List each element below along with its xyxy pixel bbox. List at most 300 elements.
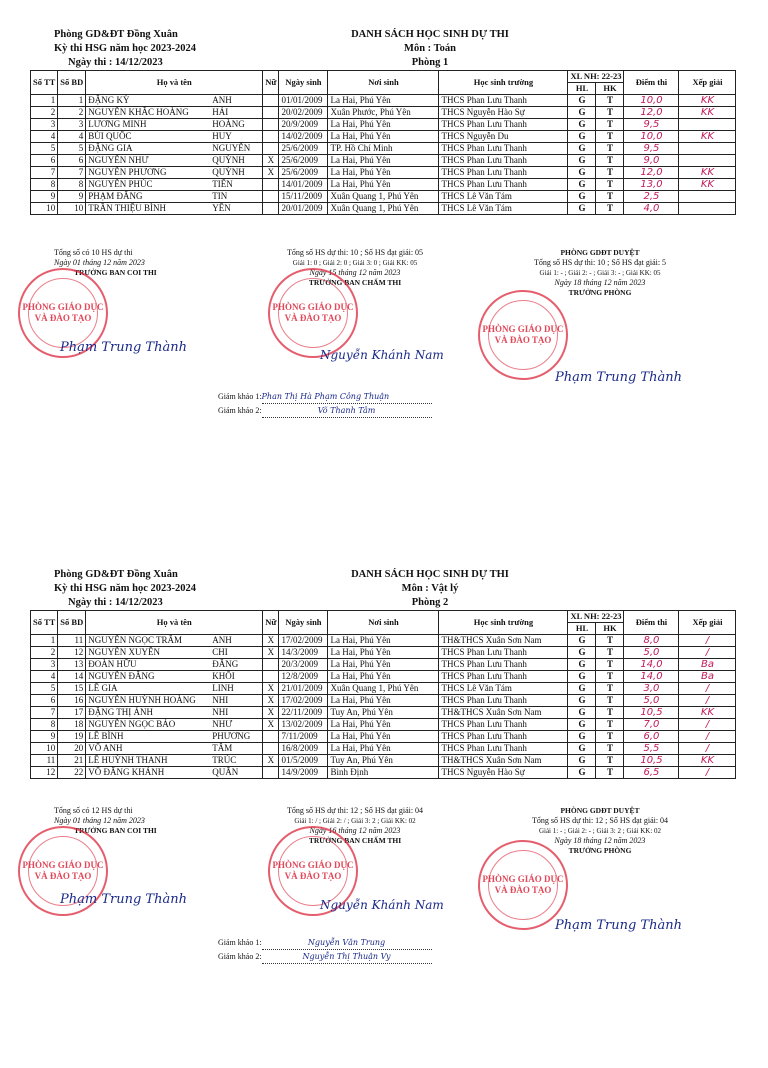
row-hl: G <box>568 731 596 743</box>
row-hl: G <box>568 767 596 779</box>
row-dob: 14/01/2009 <box>279 179 328 191</box>
row-surname: NGUYỄN NGỌC BẢO <box>86 719 211 731</box>
row-score: 6,5 <box>624 767 679 779</box>
row-female-mark: X <box>263 755 279 767</box>
row-hk: T <box>596 95 624 107</box>
row-score: 12,0 <box>624 167 679 179</box>
row-surname: PHẠM ĐĂNG <box>86 191 211 203</box>
row-pob: La Hai, Phú Yên <box>328 695 439 707</box>
row-female-mark <box>263 203 279 215</box>
subject: Môn : Toán <box>404 43 456 54</box>
row-award <box>679 191 736 203</box>
col-hl: HL <box>568 623 596 635</box>
row-given-name: HUY <box>210 131 263 143</box>
row-female-mark: X <box>263 167 279 179</box>
row-dob: 14/9/2009 <box>279 767 328 779</box>
row-score: 12,0 <box>624 107 679 119</box>
row-pob: TP. Hồ Chí Minh <box>328 143 439 155</box>
row-hl: G <box>568 143 596 155</box>
row-hl: G <box>568 635 596 647</box>
table-row <box>31 683 736 695</box>
org-name: Phòng GD&ĐT Đồng Xuân <box>54 569 178 580</box>
row-sbd: 13 <box>58 659 86 671</box>
col-sbd: Số BD <box>58 611 86 635</box>
header-left <box>54 28 196 70</box>
row-female-mark: X <box>263 695 279 707</box>
right-role: TRƯỞNG PHÒNG <box>568 288 632 297</box>
row-school: THCS Phan Lưu Thanh <box>439 671 568 683</box>
header-center <box>330 568 530 610</box>
row-surname: VÕ ANH <box>86 743 211 755</box>
header-left <box>54 568 196 610</box>
row-dob: 20/3/2009 <box>279 659 328 671</box>
row-score: 10,0 <box>624 95 679 107</box>
row-given-name: TIẾN <box>210 179 263 191</box>
col-award: Xếp giải <box>679 71 736 95</box>
row-given-name: PHƯƠNG <box>210 731 263 743</box>
row-given-name: NGUYỄN <box>210 143 263 155</box>
row-stt: 7 <box>31 707 58 719</box>
row-pob: Bình Định <box>328 767 439 779</box>
row-dob: 01/5/2009 <box>279 755 328 767</box>
row-dob: 25/6/2009 <box>279 167 328 179</box>
right-awards: Giải 1: - ; Giải 2: - ; Giải 3: 2 ; Giải KK: 02 <box>538 827 662 835</box>
row-award: / <box>679 743 736 755</box>
row-award <box>679 119 736 131</box>
row-sbd: 22 <box>58 767 86 779</box>
table-row <box>31 107 736 119</box>
row-stt: 4 <box>31 131 58 143</box>
row-surname: ĐẶNG THỊ ÁNH <box>86 707 211 719</box>
row-dob: 21/01/2009 <box>279 683 328 695</box>
row-given-name: QUỲNH <box>210 167 263 179</box>
row-school: THCS Phan Lưu Thanh <box>439 731 568 743</box>
row-pob: Tuy An, Phú Yên <box>328 707 439 719</box>
row-pob: La Hai, Phú Yên <box>328 167 439 179</box>
row-hk: T <box>596 755 624 767</box>
row-surname: NGUYỄN NGỌC TRÂM <box>86 635 211 647</box>
row-sbd: 9 <box>58 191 86 203</box>
row-surname: LÊ BÌNH <box>86 731 211 743</box>
mid-role: TRƯỞNG BAN CHẤM THI <box>308 836 402 845</box>
row-stt: 11 <box>31 755 58 767</box>
row-sbd: 17 <box>58 707 86 719</box>
signature-middle: Nguyễn Khánh Nam <box>320 898 444 912</box>
row-female-mark <box>263 107 279 119</box>
row-award: KK <box>679 179 736 191</box>
examiner-1-label: Giám khảo 1: <box>218 938 262 947</box>
row-hl: G <box>568 191 596 203</box>
table-row <box>31 755 736 767</box>
row-award: Ba <box>679 659 736 671</box>
row-surname: ĐẶNG GIA <box>86 143 211 155</box>
row-dob: 17/02/2009 <box>279 695 328 707</box>
row-award: / <box>679 683 736 695</box>
row-hl: G <box>568 155 596 167</box>
row-female-mark <box>263 119 279 131</box>
stamp-text: PHÒNG GIÁO DỤC VÀ ĐÀO TẠO <box>272 302 354 323</box>
table-row <box>31 659 736 671</box>
col-school: Học sinh trường <box>439 71 568 95</box>
examiner-lines <box>218 390 432 418</box>
row-school: TH&THCS Xuân Sơn Nam <box>439 635 568 647</box>
row-female-mark: X <box>263 719 279 731</box>
col-nu: Nữ <box>263 71 279 95</box>
row-school: THCS Nguyễn Hào Sự <box>439 767 568 779</box>
row-school: THCS Phan Lưu Thanh <box>439 155 568 167</box>
examiner-1-signature: Nguyễn Văn Trung <box>262 936 432 950</box>
exam-name: Kỳ thi HSG năm học 2023-2024 <box>54 43 197 54</box>
col-dob: Ngày sinh <box>279 611 328 635</box>
row-female-mark: X <box>263 707 279 719</box>
row-award <box>679 203 736 215</box>
row-sbd: 12 <box>58 647 86 659</box>
mid-awards: Giải 1: / ; Giải 2: / ; Giải 3: 2 ; Giải KK: 02 <box>294 817 416 825</box>
right-date: Ngày 18 tháng 12 năm 2023 <box>554 836 646 845</box>
row-award: KK <box>679 95 736 107</box>
col-school: Học sinh trường <box>439 611 568 635</box>
row-hk: T <box>596 683 624 695</box>
row-stt: 2 <box>31 647 58 659</box>
table-row <box>31 719 736 731</box>
row-given-name: LINH <box>210 683 263 695</box>
col-sbd: Số BD <box>58 71 86 95</box>
row-score: 5,5 <box>624 743 679 755</box>
row-dob: 25/6/2009 <box>279 155 328 167</box>
row-school: THCS Phan Lưu Thanh <box>439 695 568 707</box>
row-given-name: TÂM <box>210 743 263 755</box>
examiner-lines <box>218 936 432 964</box>
row-stt: 10 <box>31 743 58 755</box>
row-pob: La Hai, Phú Yên <box>328 731 439 743</box>
row-hl: G <box>568 659 596 671</box>
table-row <box>31 203 736 215</box>
signature-left: Phạm Trung Thành <box>60 340 187 355</box>
row-hl: G <box>568 107 596 119</box>
row-award: KK <box>679 707 736 719</box>
row-given-name: TRÚC <box>210 755 263 767</box>
row-hk: T <box>596 191 624 203</box>
row-female-mark: X <box>263 683 279 695</box>
row-score: 10,5 <box>624 755 679 767</box>
row-hl: G <box>568 671 596 683</box>
right-head: PHÒNG GDĐT DUYỆT <box>560 248 640 257</box>
student-table <box>30 610 736 779</box>
row-stt: 6 <box>31 695 58 707</box>
row-female-mark <box>263 95 279 107</box>
row-hk: T <box>596 767 624 779</box>
row-stt: 3 <box>31 659 58 671</box>
right-total: Tổng số HS dự thi: 10 ; Số HS đạt giải: 5 <box>533 258 667 267</box>
row-score: 13,0 <box>624 179 679 191</box>
table-row <box>31 179 736 191</box>
row-award: / <box>679 635 736 647</box>
right-total: Tổng số HS dự thi: 12 ; Số HS đạt giải: 04 <box>531 816 669 825</box>
row-hk: T <box>596 635 624 647</box>
row-dob: 22/11/2009 <box>279 707 328 719</box>
table-row <box>31 191 736 203</box>
row-hl: G <box>568 131 596 143</box>
row-award <box>679 155 736 167</box>
col-score: Điểm thi <box>624 71 679 95</box>
row-hk: T <box>596 659 624 671</box>
row-pob: La Hai, Phú Yên <box>328 659 439 671</box>
row-school: THCS Lê Văn Tám <box>439 203 568 215</box>
row-pob: Tuy An, Phú Yên <box>328 755 439 767</box>
col-hk: HK <box>596 83 624 95</box>
row-hl: G <box>568 647 596 659</box>
row-dob: 7/11/2009 <box>279 731 328 743</box>
row-dob: 01/01/2009 <box>279 95 328 107</box>
col-stt: Số TT <box>31 611 58 635</box>
row-sbd: 6 <box>58 155 86 167</box>
row-stt: 7 <box>31 167 58 179</box>
row-given-name: NHI <box>210 695 263 707</box>
row-hk: T <box>596 719 624 731</box>
row-given-name: QUỲNH <box>210 155 263 167</box>
row-award: KK <box>679 107 736 119</box>
header-center <box>330 28 530 70</box>
col-name: Họ và tên <box>86 611 263 635</box>
row-female-mark <box>263 143 279 155</box>
row-hk: T <box>596 647 624 659</box>
signature-right: Phạm Trung Thành <box>555 918 682 933</box>
row-school: THCS Phan Lưu Thanh <box>439 119 568 131</box>
row-stt: 9 <box>31 731 58 743</box>
subject: Môn : Vật lý <box>401 583 459 594</box>
row-school: THCS Phan Lưu Thanh <box>439 743 568 755</box>
row-pob: Xuân Quang 1, Phú Yên <box>328 191 439 203</box>
col-stt: Số TT <box>31 71 58 95</box>
row-female-mark: X <box>263 155 279 167</box>
row-school: THCS Phan Lưu Thanh <box>439 143 568 155</box>
row-female-mark <box>263 731 279 743</box>
row-sbd: 7 <box>58 167 86 179</box>
row-sbd: 14 <box>58 671 86 683</box>
row-pob: La Hai, Phú Yên <box>328 179 439 191</box>
examiner-2-label: Giám khảo 2: <box>218 406 262 415</box>
signature-left: Phạm Trung Thành <box>60 892 187 907</box>
row-dob: 20/01/2009 <box>279 203 328 215</box>
examiner-2-signature: Nguyễn Thị Thuận Vy <box>262 950 432 964</box>
row-hl: G <box>568 203 596 215</box>
col-hl: HL <box>568 83 596 95</box>
row-award: KK <box>679 131 736 143</box>
right-role: TRƯỞNG PHÒNG <box>568 846 632 855</box>
row-surname: NGUYỄN PHƯƠNG <box>86 167 211 179</box>
row-hk: T <box>596 131 624 143</box>
examiner-2-label: Giám khảo 2: <box>218 952 262 961</box>
row-female-mark <box>263 179 279 191</box>
exam-list-room-2 <box>0 568 768 1068</box>
row-score: 10,5 <box>624 707 679 719</box>
exam-date: Ngày thi : 14/12/2023 <box>68 597 163 608</box>
row-dob: 25/6/2009 <box>279 143 328 155</box>
row-dob: 12/8/2009 <box>279 671 328 683</box>
official-stamp <box>478 290 568 380</box>
row-hk: T <box>596 155 624 167</box>
examiner-2-signature: Võ Thanh Tâm <box>262 404 432 418</box>
row-score: 5,0 <box>624 647 679 659</box>
row-hl: G <box>568 95 596 107</box>
row-score: 10,0 <box>624 131 679 143</box>
col-pob: Nơi sinh <box>328 71 439 95</box>
count-text: Tổng số có 10 HS dự thi <box>54 248 133 257</box>
row-pob: La Hai, Phú Yên <box>328 119 439 131</box>
examiner-1-signature: Phan Thị Hà Phạm Công Thuận <box>262 390 432 404</box>
row-sbd: 16 <box>58 695 86 707</box>
row-stt: 8 <box>31 719 58 731</box>
row-pob: La Hai, Phú Yên <box>328 131 439 143</box>
row-score: 6,0 <box>624 731 679 743</box>
col-nu: Nữ <box>263 611 279 635</box>
row-given-name: HẢI <box>210 107 263 119</box>
row-given-name: KHÔI <box>210 671 263 683</box>
col-hk: HK <box>596 623 624 635</box>
row-sbd: 2 <box>58 107 86 119</box>
row-female-mark <box>263 671 279 683</box>
row-sbd: 19 <box>58 731 86 743</box>
row-surname: ĐẶNG KỲ <box>86 95 211 107</box>
signature-right: Phạm Trung Thành <box>555 370 682 385</box>
row-sbd: 8 <box>58 179 86 191</box>
row-school: TH&THCS Xuân Sơn Nam <box>439 707 568 719</box>
count-text: Tổng số có 12 HS dự thi <box>54 806 133 815</box>
examiner-1-label: Giám khảo 1: <box>218 392 262 401</box>
table-row <box>31 131 736 143</box>
row-school: THCS Phan Lưu Thanh <box>439 647 568 659</box>
doc-title: DANH SÁCH HỌC SINH DỰ THI <box>351 29 509 40</box>
room: Phòng 2 <box>411 597 449 608</box>
table-row <box>31 167 736 179</box>
row-hk: T <box>596 167 624 179</box>
row-score: 2,5 <box>624 191 679 203</box>
mid-awards: Giải 1: 0 ; Giải 2: 0 ; Giải 3: 0 ; Giải KK: 05 <box>292 259 418 267</box>
row-stt: 12 <box>31 767 58 779</box>
table-row <box>31 707 736 719</box>
row-hl: G <box>568 707 596 719</box>
row-surname: NGUYỄN XUYÊN <box>86 647 211 659</box>
row-sbd: 4 <box>58 131 86 143</box>
row-surname: NGUYỄN ĐĂNG <box>86 671 211 683</box>
row-sbd: 15 <box>58 683 86 695</box>
row-stt: 4 <box>31 671 58 683</box>
row-award: Ba <box>679 671 736 683</box>
right-head: PHÒNG GDĐT DUYỆT <box>560 806 640 815</box>
row-school: THCS Nguyễn Hào Sự <box>439 107 568 119</box>
row-school: THCS Lê Văn Tám <box>439 683 568 695</box>
row-award <box>679 143 736 155</box>
col-pob: Nơi sinh <box>328 611 439 635</box>
row-given-name: TIN <box>210 191 263 203</box>
row-hl: G <box>568 179 596 191</box>
row-surname: BÙI QUỐC <box>86 131 211 143</box>
col-award: Xếp giải <box>679 611 736 635</box>
row-score: 14,0 <box>624 671 679 683</box>
row-surname: NGUYỄN HUỲNH HOÀNG <box>86 695 211 707</box>
row-school: THCS Phan Lưu Thanh <box>439 179 568 191</box>
row-pob: La Hai, Phú Yên <box>328 743 439 755</box>
row-dob: 14/02/2009 <box>279 131 328 143</box>
exam-name: Kỳ thi HSG năm học 2023-2024 <box>54 583 197 594</box>
row-score: 5,0 <box>624 695 679 707</box>
row-surname: LÊ GIA <box>86 683 211 695</box>
col-xl: XL NH: 22-23 <box>568 611 624 623</box>
student-rows <box>31 635 736 779</box>
row-surname: VÕ ĐĂNG KHÁNH <box>86 767 211 779</box>
row-stt: 1 <box>31 635 58 647</box>
row-dob: 15/11/2009 <box>279 191 328 203</box>
signature-middle: Nguyễn Khánh Nam <box>320 348 444 362</box>
row-score: 7,0 <box>624 719 679 731</box>
row-hk: T <box>596 203 624 215</box>
row-given-name: NHI <box>210 707 263 719</box>
row-hl: G <box>568 167 596 179</box>
row-given-name: CHI <box>210 647 263 659</box>
row-school: THCS Lê Văn Tám <box>439 191 568 203</box>
row-surname: LÊ HUỲNH THANH <box>86 755 211 767</box>
row-given-name: ĐĂNG <box>210 659 263 671</box>
row-award: / <box>679 731 736 743</box>
row-dob: 13/02/2009 <box>279 719 328 731</box>
mid-date: Ngày 15 tháng 12 năm 2023 <box>309 268 401 277</box>
row-sbd: 21 <box>58 755 86 767</box>
row-pob: La Hai, Phú Yên <box>328 155 439 167</box>
col-xl: XL NH: 22-23 <box>568 71 624 83</box>
footer-date: Ngày 01 tháng 12 năm 2023 <box>54 258 145 267</box>
row-given-name: ANH <box>210 95 263 107</box>
row-female-mark <box>263 767 279 779</box>
table-row <box>31 743 736 755</box>
org-name: Phòng GD&ĐT Đồng Xuân <box>54 29 178 40</box>
stamp-text: PHÒNG GIÁO DỤC VÀ ĐÀO TẠO <box>22 860 104 881</box>
col-score: Điểm thi <box>624 611 679 635</box>
col-dob: Ngày sinh <box>279 71 328 95</box>
footer-role: TRƯỞNG BAN COI THI <box>74 268 157 277</box>
table-row <box>31 767 736 779</box>
row-stt: 2 <box>31 107 58 119</box>
row-sbd: 3 <box>58 119 86 131</box>
row-stt: 5 <box>31 143 58 155</box>
row-score: 4,0 <box>624 203 679 215</box>
official-stamp <box>268 268 358 358</box>
row-surname: NGUYỄN PHÚC <box>86 179 211 191</box>
row-dob: 17/02/2009 <box>279 635 328 647</box>
row-surname: NGUYỄN KHẮC HOÀNG <box>86 107 211 119</box>
mid-role: TRƯỞNG BAN CHẤM THI <box>308 278 402 287</box>
row-school: THCS Nguyễn Du <box>439 131 568 143</box>
table-row <box>31 155 736 167</box>
row-pob: La Hai, Phú Yên <box>328 719 439 731</box>
row-female-mark <box>263 191 279 203</box>
exam-date: Ngày thi : 14/12/2023 <box>68 57 163 68</box>
row-dob: 20/02/2009 <box>279 107 328 119</box>
row-dob: 16/8/2009 <box>279 743 328 755</box>
footer-role: TRƯỞNG BAN COI THI <box>74 826 157 835</box>
row-stt: 9 <box>31 191 58 203</box>
row-given-name: NHƯ <box>210 719 263 731</box>
row-hk: T <box>596 143 624 155</box>
row-award: / <box>679 767 736 779</box>
table-row <box>31 635 736 647</box>
mid-total: Tổng số HS dự thi: 10 ; Số HS đạt giải: 05 <box>286 248 424 257</box>
row-stt: 8 <box>31 179 58 191</box>
row-pob: La Hai, Phú Yên <box>328 647 439 659</box>
row-stt: 5 <box>31 683 58 695</box>
row-award: / <box>679 647 736 659</box>
room: Phòng 1 <box>411 57 449 68</box>
row-hl: G <box>568 719 596 731</box>
